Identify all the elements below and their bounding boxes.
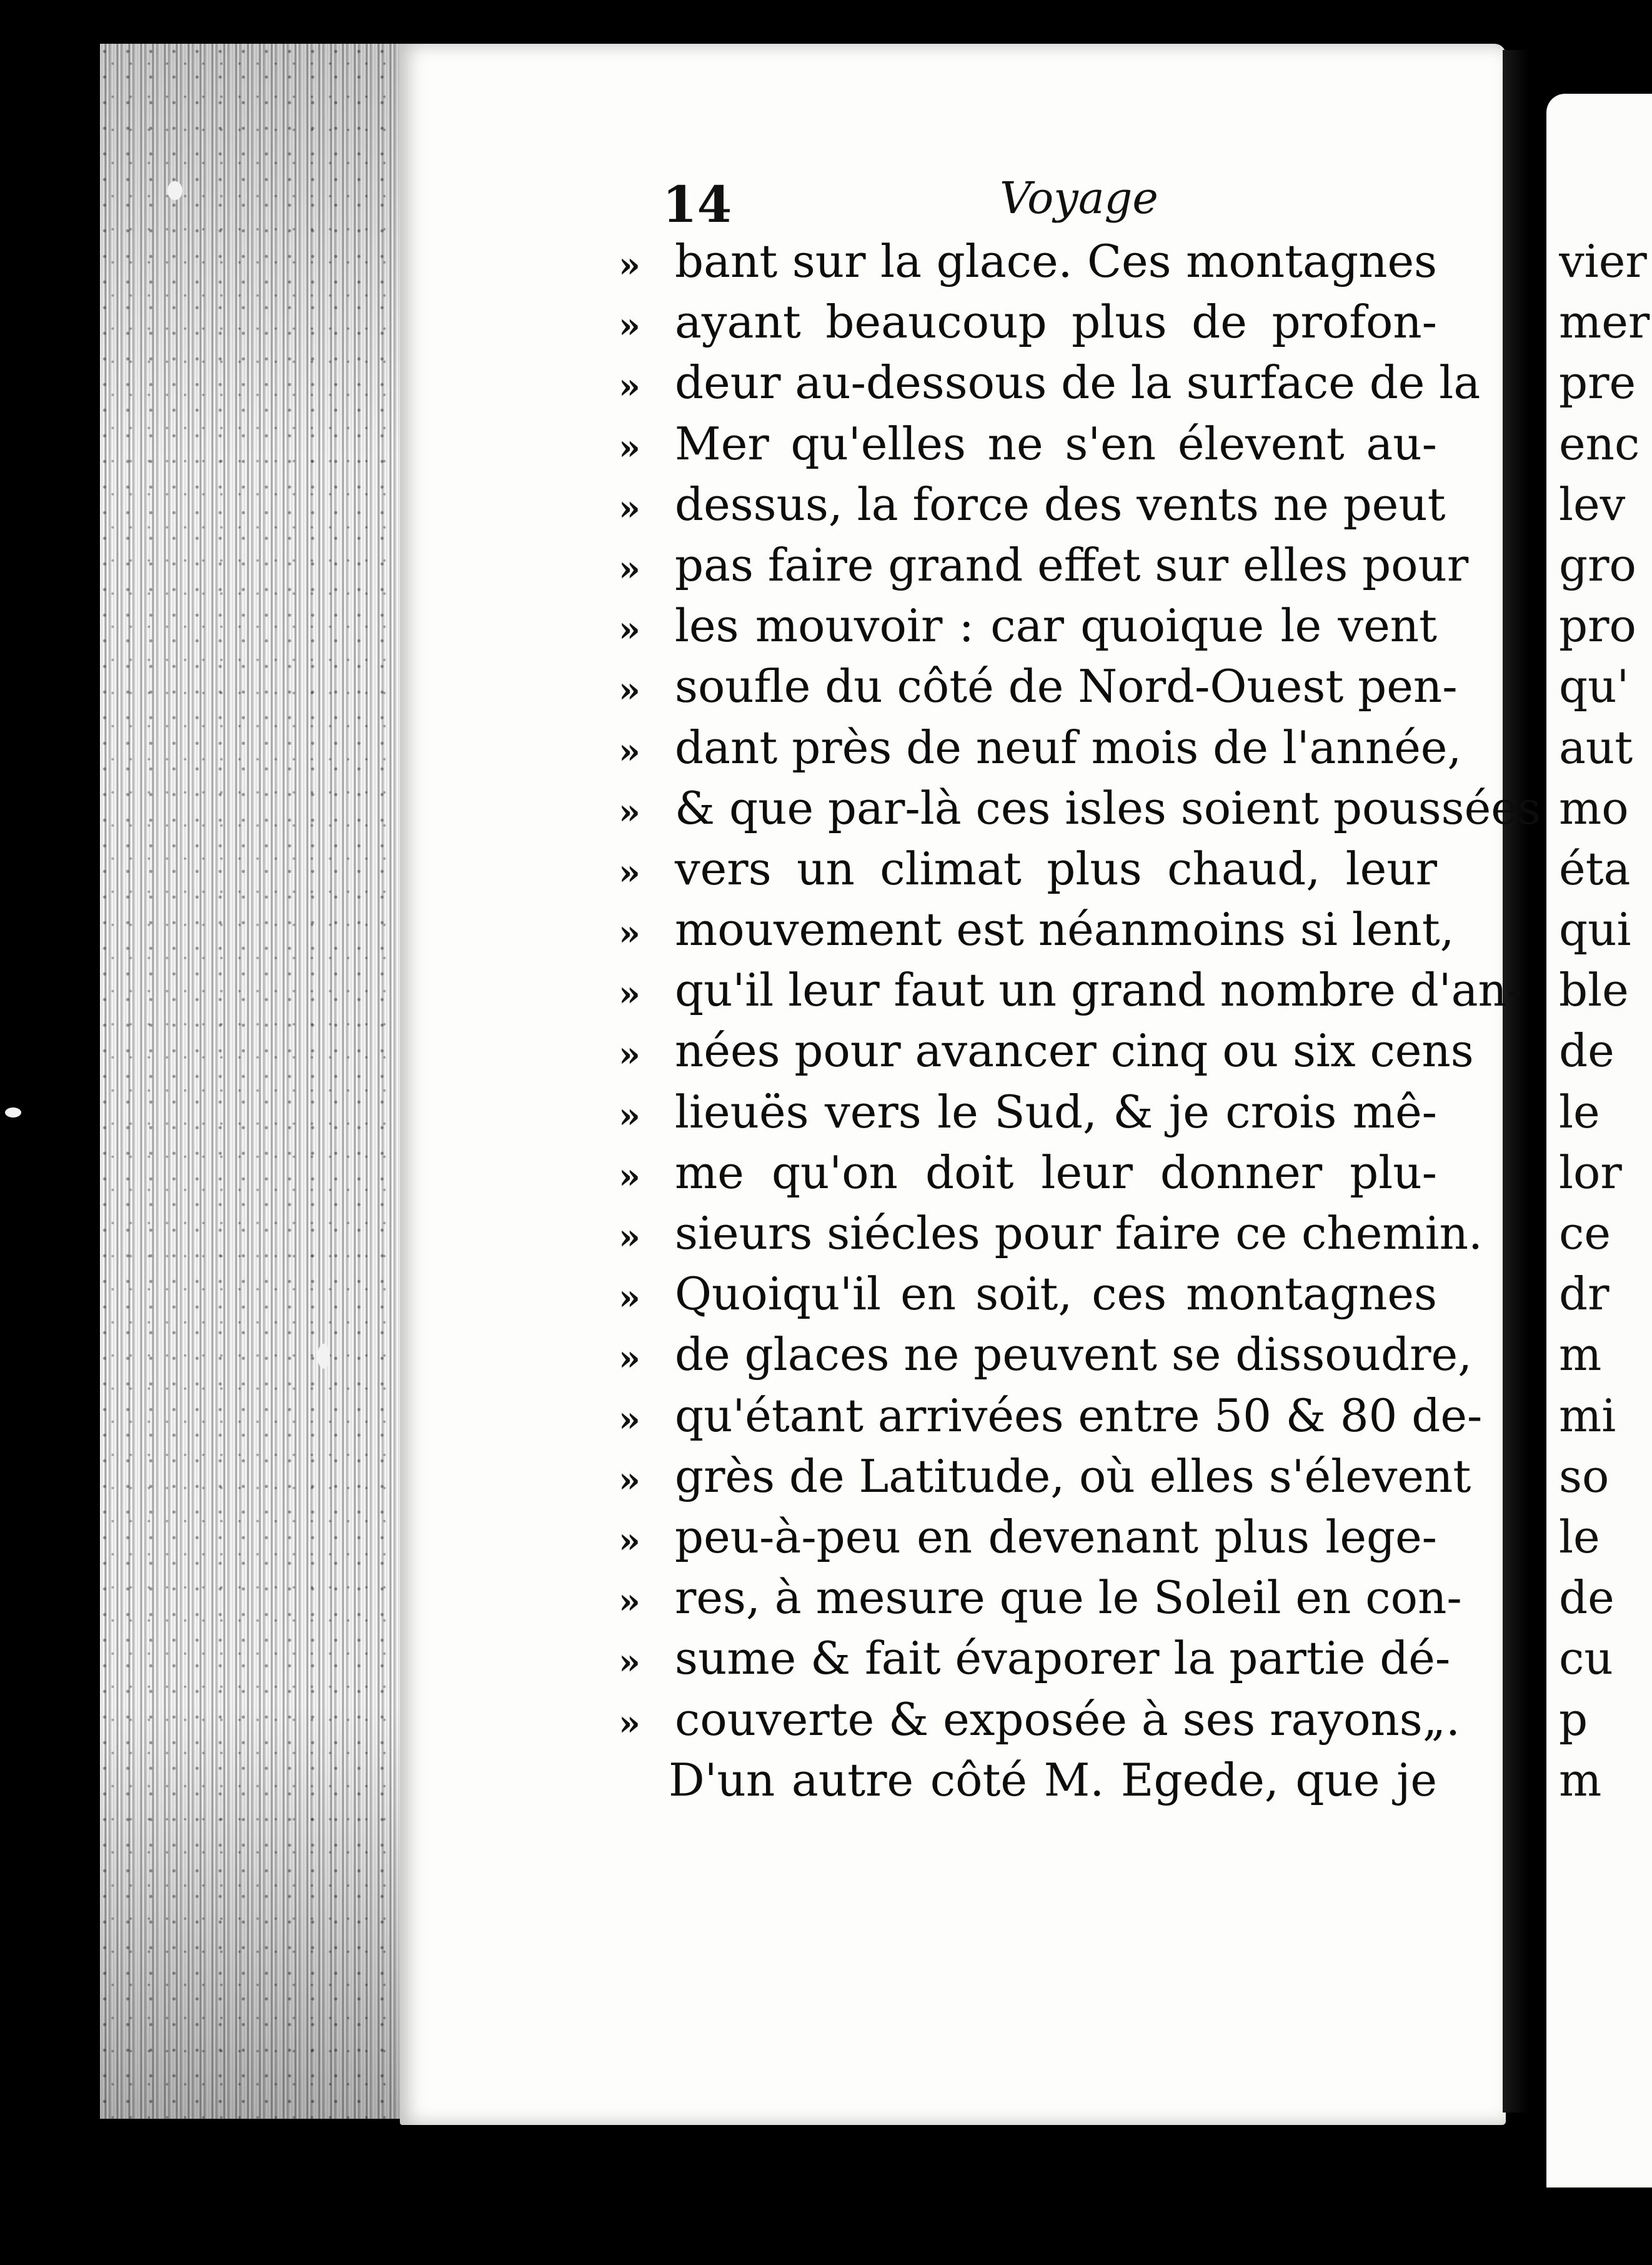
text-line — [619, 474, 1446, 535]
book-gutter — [1503, 50, 1546, 2112]
facing-line-fragment: enc — [1559, 417, 1640, 470]
text-line — [619, 1446, 1471, 1507]
text-line — [619, 1324, 1472, 1385]
quote-mark: » — [619, 730, 640, 772]
facing-line-fragment: le — [1559, 1085, 1600, 1138]
line-text: les mouvoir : car quoique le vent — [675, 599, 1437, 652]
line-text: res, à mesure que le Soleil en con- — [675, 1571, 1462, 1624]
facing-line-fragment: gro — [1559, 538, 1636, 591]
quote-mark: » — [619, 1338, 640, 1379]
text-line — [619, 839, 1437, 899]
line-text: bant sur la glace. Ces montagnes — [675, 235, 1437, 288]
text-line — [619, 656, 1458, 717]
facing-line-fragment: p — [1559, 1692, 1588, 1746]
facing-line-fragment: dr — [1559, 1268, 1610, 1321]
quote-mark: » — [619, 1519, 640, 1561]
quote-mark: » — [619, 366, 640, 408]
text-line — [619, 352, 1481, 413]
line-text: mouvement est néanmoins si lent, — [675, 903, 1455, 956]
quote-mark: » — [619, 1641, 640, 1683]
text-line — [619, 1203, 1483, 1264]
body-text — [619, 231, 1541, 1811]
facing-line-fragment: mo — [1559, 781, 1629, 834]
quote-mark: » — [619, 609, 640, 651]
text-line — [619, 1689, 1460, 1750]
facing-line-fragment: qu' — [1559, 660, 1630, 713]
text-line — [619, 1021, 1474, 1081]
facing-line-fragment: m — [1559, 1753, 1602, 1806]
text-line — [619, 1082, 1437, 1142]
facing-line-fragment: ce — [1559, 1207, 1611, 1259]
line-text: vers un climat plus chaud, leur — [675, 842, 1437, 895]
quote-mark: » — [619, 244, 640, 286]
line-text: peu-à-peu en devenant plus lege- — [675, 1510, 1437, 1563]
facing-line-fragment: m — [1559, 1328, 1602, 1381]
line-text: couverte & exposée à ses rayons„. — [675, 1692, 1460, 1746]
quote-mark: » — [619, 791, 640, 832]
text-line — [619, 778, 1541, 839]
text-line — [619, 960, 1523, 1021]
facing-line-fragment: lev — [1559, 478, 1626, 531]
facing-line-fragment: lor — [1559, 1146, 1622, 1199]
quote-mark: » — [619, 1702, 640, 1744]
facing-line-fragment: éta — [1559, 842, 1631, 895]
text-line — [619, 292, 1437, 352]
quote-mark: » — [619, 669, 640, 711]
text-line — [619, 1628, 1451, 1689]
text-line — [619, 1264, 1437, 1324]
facing-line-fragment: le — [1559, 1510, 1600, 1563]
line-text: & que par-là ces isles soient poussées — [675, 781, 1541, 834]
quote-mark: » — [619, 912, 640, 954]
line-text: ayant beaucoup plus de profon- — [675, 296, 1437, 349]
facing-line-fragment: de — [1559, 1024, 1615, 1078]
facing-line-fragment: mer — [1559, 296, 1650, 349]
facing-line-fragment: aut — [1559, 721, 1633, 774]
text-line — [619, 1750, 1437, 1811]
quote-mark: » — [619, 1155, 640, 1197]
quote-mark: » — [619, 1034, 640, 1076]
facing-line-fragment: mi — [1559, 1389, 1616, 1442]
paper-speck — [317, 1344, 330, 1369]
line-text: Quoiqu'il en soit, ces montagnes — [675, 1268, 1437, 1321]
text-line — [619, 231, 1437, 292]
quote-mark: » — [619, 1277, 640, 1319]
page-number: 14 — [662, 175, 732, 234]
quote-mark: » — [619, 548, 640, 589]
line-text: D'un autre côté M. Egede, que je — [669, 1753, 1437, 1806]
line-text: pas faire grand effet sur elles pour — [675, 538, 1469, 591]
facing-line-fragment: cu — [1559, 1632, 1613, 1685]
quote-mark: » — [619, 973, 640, 1015]
text-line — [619, 535, 1469, 596]
line-text: me qu'on doit leur donner plu- — [675, 1146, 1437, 1199]
text-line — [619, 414, 1437, 474]
facing-page-text — [1559, 231, 1652, 1811]
facing-line-fragment: qui — [1559, 903, 1631, 956]
line-text: sieurs siécles pour faire ce chemin. — [675, 1207, 1483, 1259]
line-text: deur au-dessous de la surface de la — [675, 356, 1481, 409]
line-text: dant près de neuf mois de l'année, — [675, 721, 1462, 774]
quote-mark: » — [619, 1459, 640, 1501]
text-line — [619, 1142, 1437, 1203]
line-text: grès de Latitude, où elles s'élevent — [675, 1449, 1471, 1502]
line-text: qu'étant arrivées entre 50 & 80 de- — [675, 1389, 1483, 1442]
facing-line-fragment: de — [1559, 1571, 1615, 1624]
quote-mark: » — [619, 1216, 640, 1258]
line-text: lieuës vers le Sud, & je crois mê- — [675, 1085, 1437, 1138]
quote-mark: » — [619, 1398, 640, 1440]
line-text: soufle du côté de Nord-Ouest pen- — [675, 660, 1458, 713]
facing-line-fragment: pro — [1559, 599, 1636, 652]
facing-line-fragment: vier — [1559, 235, 1647, 288]
quote-mark: » — [619, 426, 640, 468]
line-text: dessus, la force des vents ne peut — [675, 478, 1446, 531]
text-line — [619, 1568, 1462, 1628]
text-line — [619, 899, 1455, 960]
text-line — [619, 1386, 1483, 1446]
quote-mark: » — [619, 851, 640, 893]
running-title: Voyage — [1000, 172, 1158, 224]
facing-line-fragment: ble — [1559, 964, 1629, 1017]
line-text: sume & fait évaporer la partie dé- — [675, 1632, 1451, 1685]
paper-speck — [5, 1108, 21, 1118]
quote-mark: » — [619, 487, 640, 529]
text-line — [619, 596, 1437, 656]
text-line — [619, 718, 1462, 778]
line-text: qu'il leur faut un grand nombre d'an- — [675, 964, 1523, 1017]
line-text: Mer qu'elles ne s'en élevent au- — [675, 417, 1437, 470]
line-text: de glaces ne peuvent se dissoudre, — [675, 1328, 1472, 1381]
quote-mark: » — [619, 1094, 640, 1136]
facing-line-fragment: pre — [1559, 356, 1636, 409]
paper-speck — [167, 181, 182, 200]
line-text: nées pour avancer cinq ou six cens — [675, 1024, 1474, 1078]
quote-mark: » — [619, 305, 640, 347]
text-line — [619, 1507, 1437, 1568]
facing-line-fragment: so — [1559, 1449, 1610, 1502]
quote-mark: » — [619, 1581, 640, 1622]
